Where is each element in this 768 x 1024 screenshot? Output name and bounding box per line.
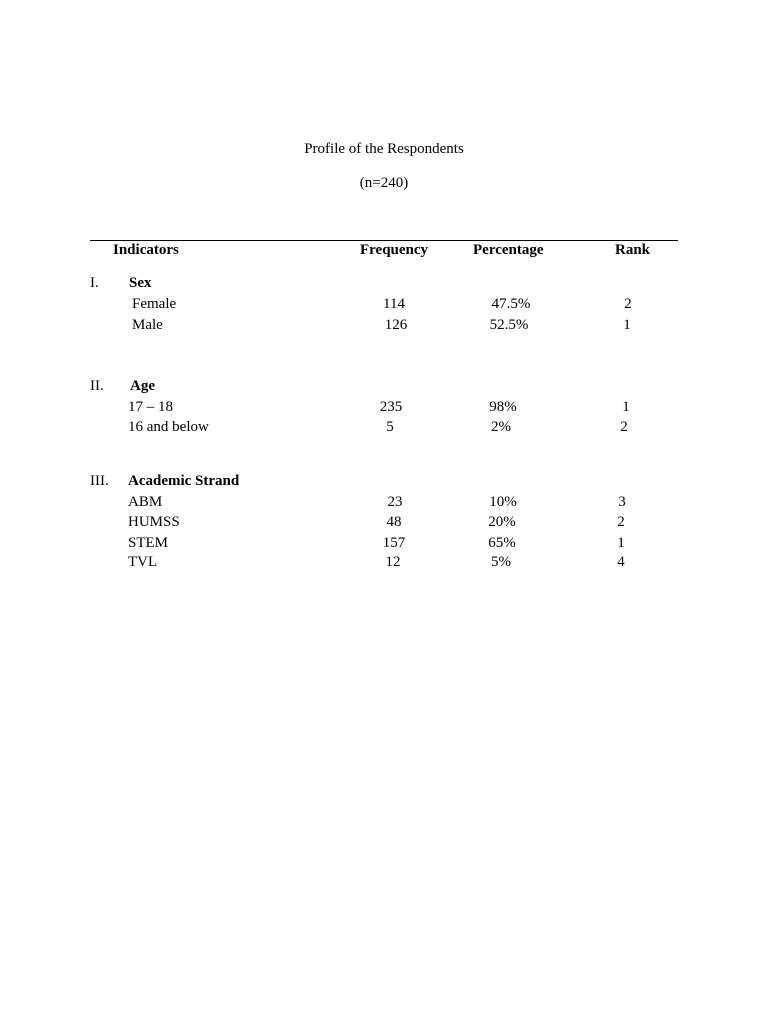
row-percentage: 65%	[488, 535, 516, 551]
row-percentage: 52.5%	[489, 317, 529, 333]
row-label: 16 and below	[128, 419, 209, 435]
row-frequency: 12	[385, 554, 401, 570]
row-label: STEM	[128, 535, 169, 551]
row-label: Female	[132, 296, 177, 312]
section-numeral: II.	[90, 378, 104, 394]
table-subtitle: (n=240)	[359, 175, 409, 191]
section-numeral: I.	[90, 275, 99, 291]
row-rank: 1	[617, 535, 625, 551]
row-rank: 3	[618, 494, 626, 510]
row-percentage: 47.5%	[491, 296, 531, 312]
row-frequency: 48	[386, 514, 402, 530]
row-percentage: 10%	[489, 494, 517, 510]
row-frequency: 157	[382, 535, 406, 551]
row-percentage: 5%	[491, 554, 511, 570]
row-frequency: 23	[387, 494, 403, 510]
row-rank: 2	[620, 419, 628, 435]
section-title: Age	[130, 378, 155, 394]
row-label: TVL	[128, 554, 158, 570]
header-indicators: Indicators	[113, 242, 179, 258]
row-percentage: 20%	[488, 514, 516, 530]
row-frequency: 114	[383, 296, 405, 312]
row-label: Male	[132, 317, 163, 333]
row-label: HUMSS	[128, 514, 180, 530]
table-title: Profile of the Respondents	[304, 141, 464, 157]
row-label: 17 – 18	[128, 399, 173, 415]
row-rank: 1	[623, 317, 631, 333]
section-title: Sex	[129, 275, 152, 291]
row-rank: 2	[624, 296, 632, 312]
row-rank: 1	[622, 399, 630, 415]
row-frequency: 5	[386, 419, 394, 435]
header-percentage: Percentage	[473, 242, 544, 258]
row-frequency: 235	[379, 399, 403, 415]
row-label: ABM	[128, 494, 163, 510]
section-title: Academic Strand	[128, 473, 240, 489]
row-rank: 4	[617, 554, 625, 570]
row-frequency: 126	[384, 317, 408, 333]
row-percentage: 2%	[491, 419, 511, 435]
row-rank: 2	[617, 514, 625, 530]
header-rank: Rank	[615, 242, 651, 258]
section-numeral: III.	[90, 473, 109, 489]
row-percentage: 98%	[489, 399, 517, 415]
header-frequency: Frequency	[360, 242, 429, 258]
